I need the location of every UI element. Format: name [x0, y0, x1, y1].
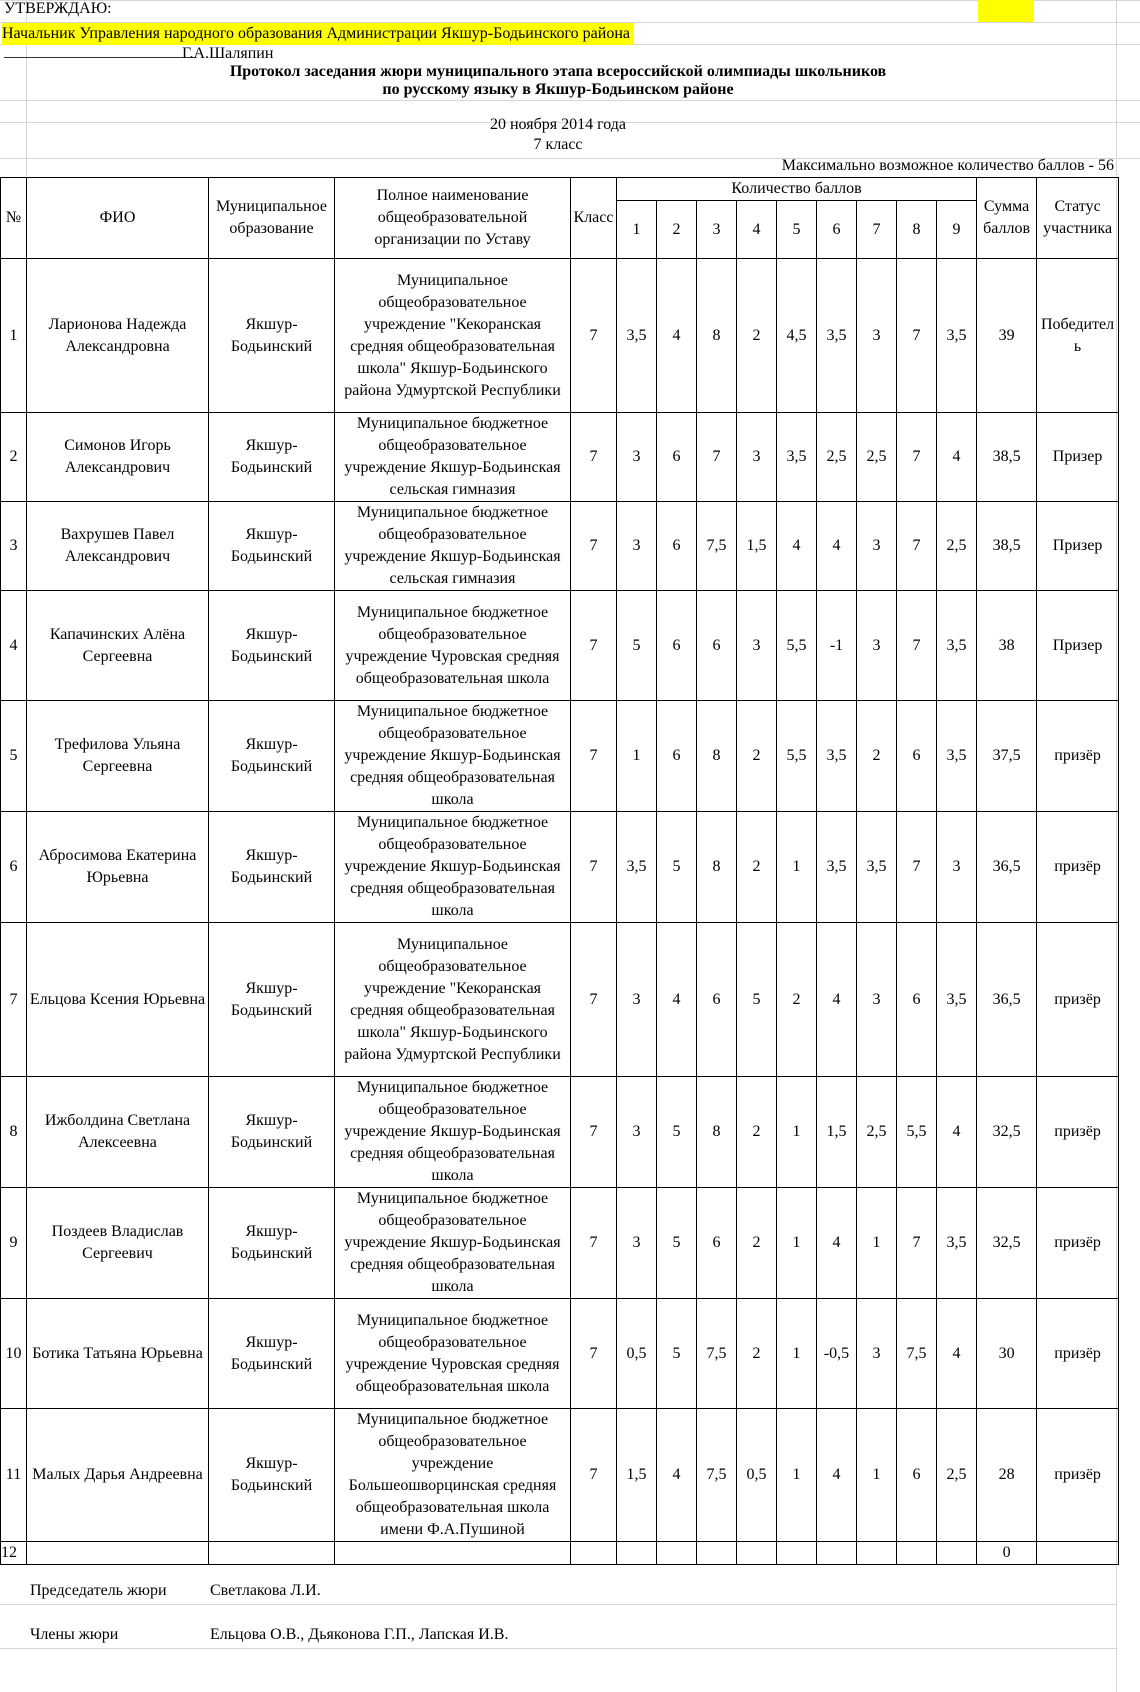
participant-status: Призер [1037, 413, 1119, 502]
participant-name: Ижболдина Светлана Алексеевна [27, 1077, 209, 1188]
participant-name: Трефилова Ульяна Сергеевна [27, 701, 209, 812]
task-score: 1 [777, 1077, 817, 1188]
municipality: Якшур-Бодьинский [209, 1299, 335, 1409]
highlight-cell [978, 0, 1034, 22]
task-score: 4 [657, 259, 697, 413]
task-score: 5 [657, 1188, 697, 1299]
protocol-grade: 7 класс [533, 136, 583, 153]
task-score: 3,5 [817, 812, 857, 923]
municipality: Якшур-Бодьинский [209, 259, 335, 413]
task-score: 8 [697, 259, 737, 413]
municipality [209, 1542, 335, 1565]
table-row [1, 1542, 1119, 1565]
class-value: 7 [571, 1077, 617, 1188]
protocol-date: 20 ноября 2014 года [489, 116, 627, 133]
task-score: 3,5 [937, 1188, 977, 1299]
row-num: 5 [1, 701, 27, 812]
total-score: 38,5 [977, 413, 1037, 502]
task-score: 7 [897, 1188, 937, 1299]
task-score: 7,5 [697, 1409, 737, 1542]
table-row [1, 812, 1119, 923]
participant-name: Вахрушев Павел Александрович [27, 502, 209, 591]
max-score-note: Максимально возможное количество баллов - 56 [781, 157, 1114, 174]
row-num: 3 [1, 502, 27, 591]
header-municipality: Муниципальное образование [209, 178, 335, 259]
results-table [0, 177, 1119, 1565]
jury-members-label: Члены жюри [30, 1626, 119, 1643]
task-score: 5 [657, 1299, 697, 1409]
signature-line: ________________________ [4, 43, 196, 60]
approve-label: УТВЕРЖДАЮ: [4, 0, 112, 17]
participant-status: призёр [1037, 923, 1119, 1077]
table-row [1, 1188, 1119, 1299]
jury-chair-name: Светлакова Л.И. [210, 1582, 321, 1599]
task-score: 5,5 [777, 701, 817, 812]
class-value: 7 [571, 413, 617, 502]
task-score: 8 [697, 1077, 737, 1188]
task-score: 3 [737, 591, 777, 701]
participant-status: Призер [1037, 591, 1119, 701]
task-score: 3,5 [617, 812, 657, 923]
task-score [937, 1542, 977, 1565]
municipality: Якшур-Бодьинский [209, 1077, 335, 1188]
participant-status: призёр [1037, 1077, 1119, 1188]
task-score: 7 [897, 259, 937, 413]
class-value: 7 [571, 701, 617, 812]
task-score [617, 1542, 657, 1565]
organization-name: Муниципальное бюджетное общеобразовательное учреждение Якшур-Бодьинская сельская гимназия [335, 413, 571, 502]
task-score: 6 [897, 701, 937, 812]
participant-name: Ботика Татьяна Юрьевна [27, 1299, 209, 1409]
task-score: 5,5 [777, 591, 817, 701]
task-score: 6 [897, 1409, 937, 1542]
task-score: 2 [737, 1188, 777, 1299]
task-score: 0,5 [737, 1409, 777, 1542]
organization-name: Муниципальное бюджетное общеобразовательное учреждение Якшур-Бодьинская сельская гимназия [335, 502, 571, 591]
header-task: 8 [897, 201, 937, 259]
task-score: 3 [617, 413, 657, 502]
total-score: 39 [977, 259, 1037, 413]
grid-line [0, 1648, 1116, 1649]
header-status: Статус участника [1037, 178, 1119, 259]
header-task: 9 [937, 201, 977, 259]
row-num: 6 [1, 812, 27, 923]
task-score: 6 [657, 413, 697, 502]
organization-name: Муниципальное общеобразовательное учреждение "Кекоранская средняя общеобразовательная школа" Якшур-Бодьинского района Удмуртской Республики [335, 259, 571, 413]
total-score: 30 [977, 1299, 1037, 1409]
task-score: 1 [857, 1188, 897, 1299]
task-score: 2 [737, 1077, 777, 1188]
task-score: 2 [737, 701, 777, 812]
task-score: 1 [617, 701, 657, 812]
task-score: 1,5 [617, 1409, 657, 1542]
task-score: 7,5 [697, 502, 737, 591]
header-task: 4 [737, 201, 777, 259]
class-value: 7 [571, 1299, 617, 1409]
participant-status: призёр [1037, 1188, 1119, 1299]
task-score: 6 [657, 591, 697, 701]
municipality: Якшур-Бодьинский [209, 812, 335, 923]
table-row [1, 1299, 1119, 1409]
header-task: 7 [857, 201, 897, 259]
task-score: 2,5 [937, 1409, 977, 1542]
task-score: 7 [897, 502, 937, 591]
task-score: 2 [777, 923, 817, 1077]
jury-members-names: Ельцова О.В., Дьяконова Г.П., Лапская И.В. [210, 1626, 509, 1643]
task-score: 4 [817, 1409, 857, 1542]
task-score [857, 1542, 897, 1565]
header-task: 3 [697, 201, 737, 259]
task-score: 1,5 [737, 502, 777, 591]
participant-status: призёр [1037, 1299, 1119, 1409]
participant-name: Ларионова Надежда Александровна [27, 259, 209, 413]
task-score: 4 [657, 1409, 697, 1542]
task-score: 3,5 [937, 701, 977, 812]
task-score: 5 [617, 591, 657, 701]
grid-line [0, 100, 1140, 101]
task-score: 7 [697, 413, 737, 502]
task-score: 4 [937, 413, 977, 502]
jury-chair-label: Председатель жюри [30, 1582, 167, 1599]
table-row [1, 259, 1119, 413]
header-scores: Количество баллов [617, 178, 977, 201]
total-score: 37,5 [977, 701, 1037, 812]
total-score: 38,5 [977, 502, 1037, 591]
municipality: Якшур-Бодьинский [209, 1409, 335, 1542]
header-organization: Полное наименование общеобразовательной организации по Уставу [335, 178, 571, 259]
class-value: 7 [571, 502, 617, 591]
task-score: 3,5 [817, 259, 857, 413]
municipality: Якшур-Бодьинский [209, 591, 335, 701]
task-score: 0,5 [617, 1299, 657, 1409]
task-score: 5,5 [897, 1077, 937, 1188]
table-row [1, 923, 1119, 1077]
table-row [1, 591, 1119, 701]
task-score: 3 [937, 812, 977, 923]
class-value: 7 [571, 1409, 617, 1542]
task-score: 3 [737, 413, 777, 502]
table-row [1, 1409, 1119, 1542]
table-row [1, 701, 1119, 812]
task-score: 8 [697, 701, 737, 812]
task-score: 7,5 [897, 1299, 937, 1409]
task-score [657, 1542, 697, 1565]
task-score: 3 [857, 1299, 897, 1409]
total-score: 38 [977, 591, 1037, 701]
organization-name: Муниципальное бюджетное общеобразовательное учреждение Якшур-Бодьинская средняя общеобразовательная школа [335, 1188, 571, 1299]
table-header-row [1, 178, 1119, 201]
task-score: 4 [937, 1299, 977, 1409]
task-score: 2 [737, 1299, 777, 1409]
task-score: 7 [897, 591, 937, 701]
task-score: 6 [657, 502, 697, 591]
task-score: 7 [897, 812, 937, 923]
municipality: Якшур-Бодьинский [209, 923, 335, 1077]
task-score [897, 1542, 937, 1565]
task-score: 2 [737, 812, 777, 923]
task-score: 3,5 [937, 259, 977, 413]
protocol-subtitle: по русскому языку в Якшур-Бодьинском районе [382, 81, 734, 98]
organization-name: Муниципальное бюджетное общеобразовательное учреждение Чуровская средняя общеобразовательная школа [335, 591, 571, 701]
task-score: 2,5 [937, 502, 977, 591]
row-num: 12 [1, 1542, 27, 1565]
task-score: 7,5 [697, 1299, 737, 1409]
task-score: 1 [777, 812, 817, 923]
task-score: 3,5 [777, 413, 817, 502]
organization-name: Муниципальное бюджетное общеобразовательное учреждение Якшур-Бодьинская средняя общеобразовательная школа [335, 701, 571, 812]
row-num: 9 [1, 1188, 27, 1299]
organization-name: Муниципальное общеобразовательное учреждение "Кекоранская средняя общеобразовательная школа" Якшур-Бодьинского района Удмуртской Республики [335, 923, 571, 1077]
header-task: 2 [657, 201, 697, 259]
row-num: 4 [1, 591, 27, 701]
task-score: 4 [657, 923, 697, 1077]
participant-name: Ельцова Ксения Юрьевна [27, 923, 209, 1077]
table-row [1, 1077, 1119, 1188]
header-sum: Сумма баллов [977, 178, 1037, 259]
organization-name [335, 1542, 571, 1565]
class-value: 7 [571, 591, 617, 701]
task-score: 7 [897, 413, 937, 502]
total-score: 36,5 [977, 923, 1037, 1077]
task-score: 1 [857, 1409, 897, 1542]
task-score: 5 [657, 1077, 697, 1188]
task-score: 8 [697, 812, 737, 923]
header-fio: ФИО [27, 178, 209, 259]
task-score: 2 [857, 701, 897, 812]
task-score [817, 1542, 857, 1565]
participant-status: призёр [1037, 812, 1119, 923]
row-num: 2 [1, 413, 27, 502]
participant-name: Поздеев Владислав Сергеевич [27, 1188, 209, 1299]
participant-status: призёр [1037, 701, 1119, 812]
task-score [697, 1542, 737, 1565]
task-score: 4 [817, 1188, 857, 1299]
task-score: 3 [617, 502, 657, 591]
participant-name: Абросимова Екатерина Юрьевна [27, 812, 209, 923]
task-score: 6 [657, 701, 697, 812]
grid-line [0, 0, 1140, 1]
municipality: Якшур-Бодьинский [209, 701, 335, 812]
task-score: 6 [897, 923, 937, 1077]
class-value: 7 [571, 259, 617, 413]
task-score: 4 [937, 1077, 977, 1188]
task-score: 6 [697, 591, 737, 701]
approver-position: Начальник Управления народного образования Администрации Якшур-Бодьинского района [2, 23, 634, 45]
row-num: 1 [1, 259, 27, 413]
task-score: 3 [857, 923, 897, 1077]
total-score: 32,5 [977, 1188, 1037, 1299]
participant-status [1037, 1542, 1119, 1565]
total-score: 32,5 [977, 1077, 1037, 1188]
task-score: 6 [697, 1188, 737, 1299]
class-value: 7 [571, 812, 617, 923]
task-score: 3,5 [817, 701, 857, 812]
row-num: 10 [1, 1299, 27, 1409]
task-score: 1 [777, 1188, 817, 1299]
task-score: 1 [777, 1299, 817, 1409]
total-score: 36,5 [977, 812, 1037, 923]
task-score: 2 [737, 259, 777, 413]
task-score [777, 1542, 817, 1565]
participant-name [27, 1542, 209, 1565]
participant-status: Победитель [1037, 259, 1119, 413]
municipality: Якшур-Бодьинский [209, 413, 335, 502]
task-score: 3 [857, 502, 897, 591]
organization-name: Муниципальное бюджетное общеобразовательное учреждение Большеошворцинская средняя общеобразовательная школа имени Ф.А.Пушиной [335, 1409, 571, 1542]
task-score: 5 [737, 923, 777, 1077]
class-value: 7 [571, 1188, 617, 1299]
header-task: 1 [617, 201, 657, 259]
task-score: 4 [777, 502, 817, 591]
task-score: 2,5 [857, 413, 897, 502]
task-score: 4 [817, 923, 857, 1077]
task-score: 2,5 [817, 413, 857, 502]
total-score: 28 [977, 1409, 1037, 1542]
task-score: 2,5 [857, 1077, 897, 1188]
task-score: 4,5 [777, 259, 817, 413]
organization-name: Муниципальное бюджетное общеобразовательное учреждение Чуровская средняя общеобразовательная школа [335, 1299, 571, 1409]
protocol-title: Протокол заседания жюри муниципального этапа всероссийской олимпиады школьников [229, 63, 887, 80]
task-score: 1 [777, 1409, 817, 1542]
header-class: Класс [571, 178, 617, 259]
row-num: 11 [1, 1409, 27, 1542]
task-score: 3 [857, 591, 897, 701]
class-value [571, 1542, 617, 1565]
row-num: 8 [1, 1077, 27, 1188]
participant-status: Призер [1037, 502, 1119, 591]
task-score: 1,5 [817, 1077, 857, 1188]
task-score: 5 [657, 812, 697, 923]
task-score: -0,5 [817, 1299, 857, 1409]
participant-status: призёр [1037, 1409, 1119, 1542]
organization-name: Муниципальное бюджетное общеобразовательное учреждение Якшур-Бодьинская средняя общеобразовательная школа [335, 812, 571, 923]
header-task: 6 [817, 201, 857, 259]
row-num: 7 [1, 923, 27, 1077]
organization-name: Муниципальное бюджетное общеобразовательное учреждение Якшур-Бодьинская средняя общеобразовательная школа [335, 1077, 571, 1188]
task-score: 4 [817, 502, 857, 591]
participant-name: Малых Дарья Андреевна [27, 1409, 209, 1542]
task-score: 3 [857, 259, 897, 413]
table-row [1, 413, 1119, 502]
task-score: 3,5 [857, 812, 897, 923]
participant-name: Капачинских Алёна Сергеевна [27, 591, 209, 701]
task-score: 3,5 [617, 259, 657, 413]
header-task: 5 [777, 201, 817, 259]
table-row [1, 502, 1119, 591]
task-score: -1 [817, 591, 857, 701]
task-score: 3 [617, 1077, 657, 1188]
task-score: 3 [617, 1188, 657, 1299]
task-score: 6 [697, 923, 737, 1077]
total-score: 0 [977, 1542, 1037, 1565]
participant-name: Симонов Игорь Александрович [27, 413, 209, 502]
task-score: 3,5 [937, 923, 977, 1077]
task-score: 3,5 [937, 591, 977, 701]
task-score [737, 1542, 777, 1565]
municipality: Якшур-Бодьинский [209, 1188, 335, 1299]
signer-name: Г.А.Шаляпин [182, 45, 274, 62]
class-value: 7 [571, 923, 617, 1077]
grid-line [0, 1604, 1116, 1605]
header-num: № [1, 178, 27, 259]
task-score: 3 [617, 923, 657, 1077]
municipality: Якшур-Бодьинский [209, 502, 335, 591]
